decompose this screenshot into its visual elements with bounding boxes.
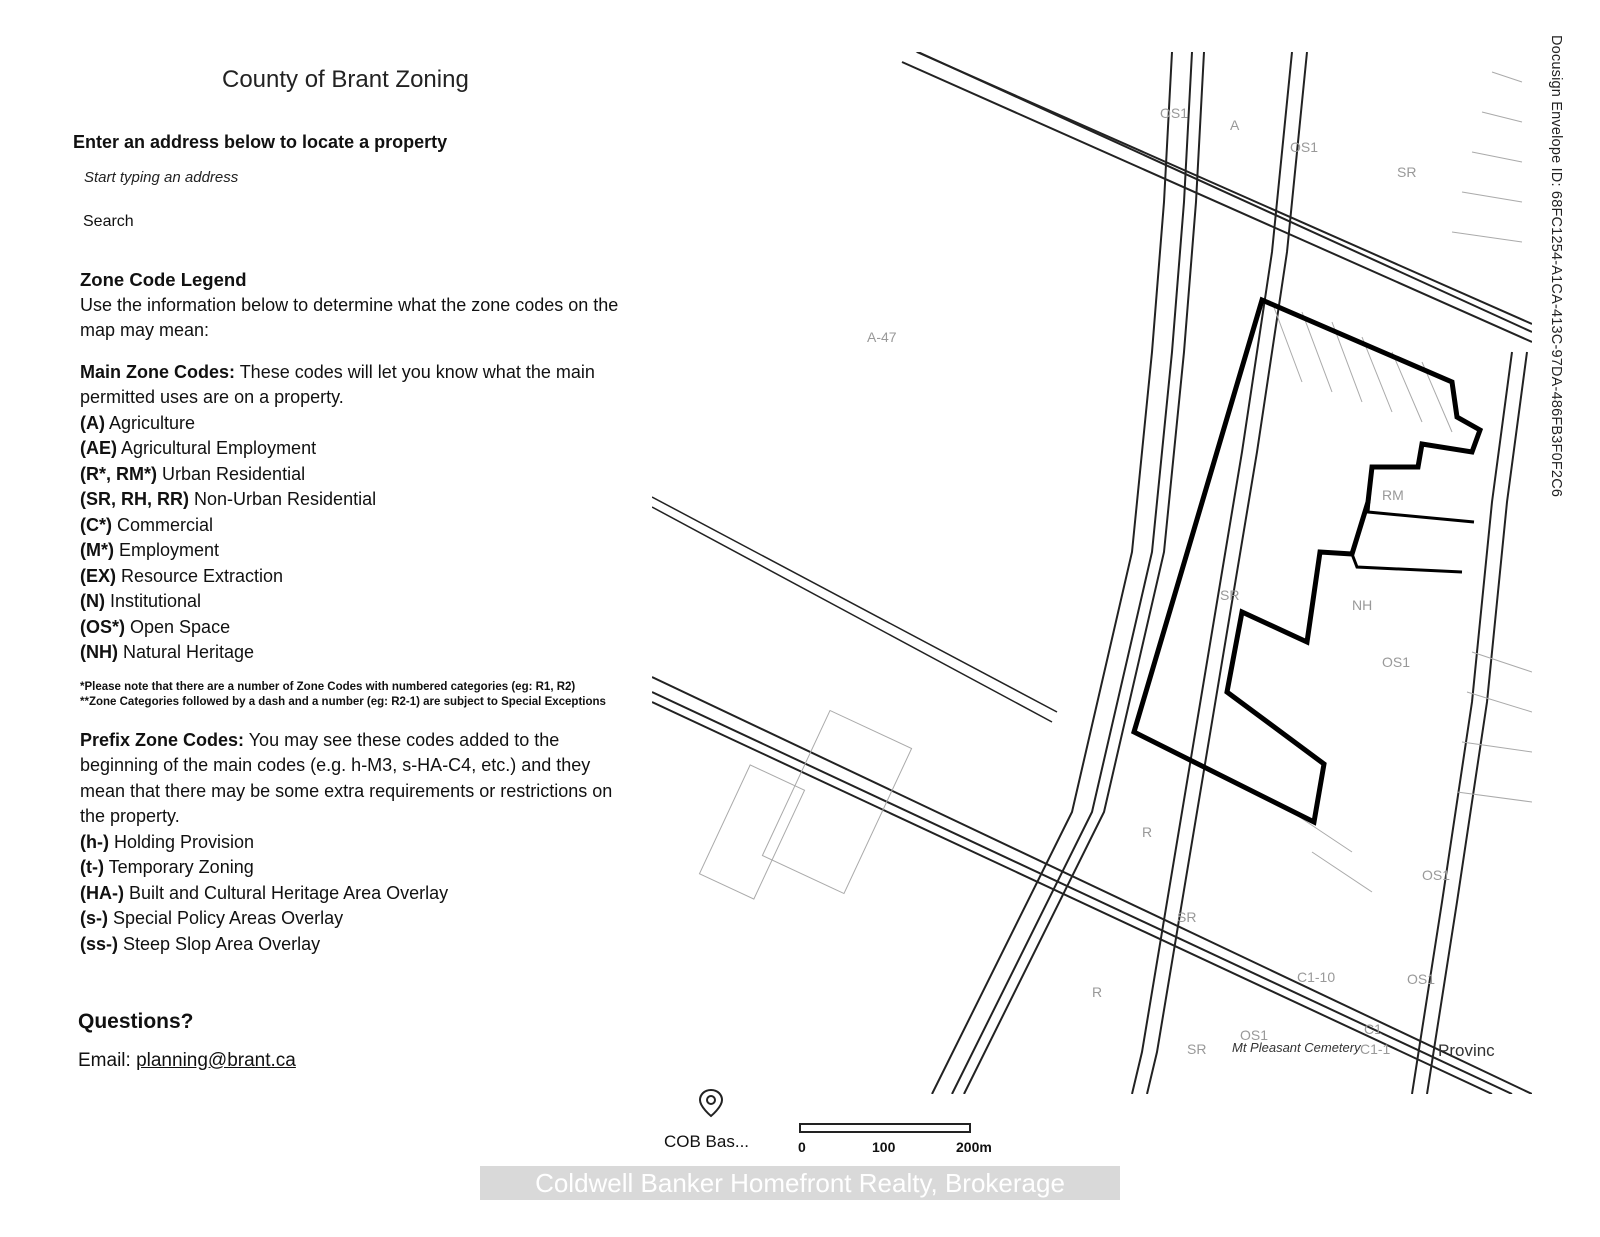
email-line (78, 1050, 296, 1072)
search-button[interactable]: Search (78, 213, 139, 231)
main-codes-heading: Main Zone Codes: (80, 361, 236, 382)
scale-label: 200m (956, 1139, 992, 1155)
zone-label: A-47 (867, 329, 897, 345)
road-diagonal-thin (652, 497, 1057, 722)
legend-heading: Zone Code Legend (80, 269, 247, 290)
zone-legend (80, 267, 625, 957)
zone-label: C1-1 (1360, 1041, 1391, 1057)
list-item (80, 855, 625, 881)
zone-code: (AE) (80, 438, 117, 458)
list-item (80, 830, 625, 856)
zone-label: Agricultural Employment (117, 438, 317, 458)
road-diagonal-upper (902, 52, 1532, 342)
main-codes-intro (80, 360, 625, 411)
zone-label: RM (1382, 487, 1404, 503)
list-item (80, 538, 625, 564)
zone-label: SR (1220, 587, 1240, 603)
zone-code: (NH) (80, 642, 118, 662)
scale-label: 100 (872, 1139, 896, 1155)
prefix-codes-intro (80, 728, 625, 830)
zone-code: (M*) (80, 540, 114, 560)
zone-label: Commercial (112, 514, 214, 535)
prefix-code: (ss-) (80, 933, 119, 954)
zone-label: SR (1177, 909, 1197, 925)
zone-label: OS1 (1422, 867, 1451, 883)
email-prefix: Email: (78, 1050, 137, 1071)
list-item (80, 615, 625, 641)
zone-label: Open Space (125, 616, 231, 637)
list-item (80, 881, 625, 907)
zone-label: Agriculture (105, 412, 196, 433)
exceptions-note: **Zone Categories followed by a dash and a number (eg: R2-1) are subject to Special Exceptions (80, 695, 606, 708)
parcel-lines (699, 72, 1532, 899)
prefix-code: (s-) (80, 908, 108, 928)
main-codes-list (80, 411, 625, 666)
zone-code: (SR, RH, RR) (80, 489, 189, 509)
legend-intro: Use the information below to determine what the zone codes on the map may mean: (80, 294, 619, 340)
map-scale-bar (796, 1122, 1006, 1162)
prefix-code: (HA-) (80, 882, 124, 903)
zone-label: C1-10 (1297, 969, 1336, 985)
province-label: Provinc (1438, 1041, 1495, 1060)
zone-label: R (1142, 824, 1153, 840)
zone-label: Employment (114, 540, 220, 560)
cemetery-label: Mt Pleasant Cemetery (1232, 1040, 1361, 1055)
brokerage-watermark: Coldwell Banker Homefront Realty, Brokerage (480, 1166, 1120, 1200)
list-item (80, 564, 625, 590)
docusign-envelope-id: Docusign Envelope ID: 68FC1254-A1CA-413C-97DA-486FB3F0F2C6 (1548, 35, 1564, 498)
questions-heading: Questions? (78, 1010, 194, 1033)
road-diagonal-lower (652, 677, 1532, 1094)
list-item (80, 640, 625, 666)
list-item (80, 589, 625, 615)
prefix-label: Holding Provision (108, 831, 255, 852)
prefix-codes-list (80, 830, 625, 958)
zone-label: Urban Residential (157, 463, 306, 484)
zone-code: (R*, RM*) (80, 463, 157, 484)
zone-label: SR (1397, 164, 1417, 180)
zone-label: OS1 (1407, 971, 1436, 987)
list-item (80, 462, 625, 488)
zone-label: Natural Heritage (118, 642, 255, 662)
prefix-codes-desc: You may see these codes added to the beginning of the main codes (e.g. h-M3, s-HA-C4, etc.) and they mean that there may be some extra requirements or restrictions on the property. (80, 729, 613, 826)
zone-label: Resource Extraction (116, 565, 284, 586)
subject-property-outline (1134, 300, 1480, 822)
zone-code: (OS*) (80, 616, 125, 637)
list-item (80, 487, 625, 513)
zone-label: C1 (1364, 1021, 1382, 1037)
zone-label: Institutional (105, 591, 202, 611)
list-item (80, 513, 625, 539)
zone-label: A (1230, 117, 1240, 133)
prefix-label: Built and Cultural Heritage Area Overlay (123, 882, 449, 903)
zone-label: OS1 (1290, 139, 1319, 155)
zone-code: (N) (80, 591, 105, 611)
address-search-input[interactable] (78, 162, 470, 192)
numbered-note: *Please note that there are a number of Zone Codes with numbered categories (eg: R1, R2) (80, 680, 576, 693)
list-item (80, 906, 625, 932)
zone-label: NH (1352, 597, 1373, 613)
zone-label: SR (1187, 1041, 1207, 1057)
zone-label: Non-Urban Residential (189, 489, 377, 509)
basemap-label[interactable]: COB Bas... (664, 1132, 750, 1151)
zone-code: (A) (80, 412, 105, 433)
prefix-code: (h-) (80, 831, 109, 852)
prefix-code: (t-) (80, 857, 104, 877)
prefix-label: Special Policy Areas Overlay (108, 908, 344, 928)
zone-code: (C*) (80, 514, 112, 535)
zone-label: R (1092, 984, 1103, 1000)
road-vertical-left (932, 52, 1207, 1094)
scale-label: 0 (798, 1139, 806, 1155)
zone-code: (EX) (80, 565, 116, 586)
basemap-pin-icon[interactable] (696, 1088, 726, 1118)
zoning-map[interactable] (652, 52, 1532, 1094)
prefix-codes-heading: Prefix Zone Codes: (80, 729, 245, 750)
main-codes-desc: These codes will let you know what the main permitted uses are on a property. (80, 361, 595, 407)
zone-label: OS1 (1240, 1027, 1269, 1043)
zone-label: OS1 (1382, 654, 1411, 670)
prefix-label: Steep Slop Area Overlay (118, 933, 321, 954)
page-title: County of Brant Zoning (222, 66, 469, 93)
address-prompt: Enter an address below to locate a property (73, 132, 448, 152)
subject-lot-line-2 (1352, 554, 1462, 572)
email-link[interactable]: planning@brant.ca (136, 1050, 296, 1071)
list-item (80, 411, 625, 437)
zone-label: OS1 (1160, 105, 1189, 121)
list-item (80, 436, 625, 462)
list-item (80, 932, 625, 958)
prefix-label: Temporary Zoning (103, 857, 254, 877)
